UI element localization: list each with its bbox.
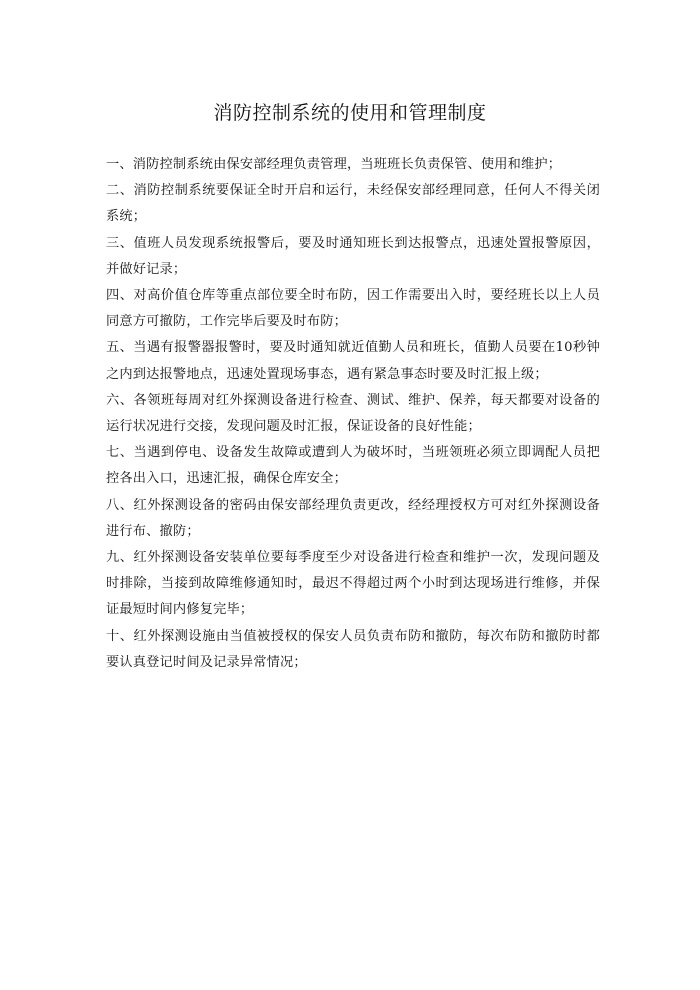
clause-2: 二、消防控制系统要保证全时开启和运行，未经保安部经理同意，任何人不得关闭系统； — [106, 183, 600, 225]
clause-3: 三、值班人员发现系统报警后，要及时通知班长到达报警点，迅速处置报警原因，并做好记录； — [106, 235, 600, 277]
clause-6: 六、各领班每周对红外探测设备进行检查、测试、维护、保养，每天都要对设备的运行状况进行交接，发现问题及时汇报，保证设备的良好性能； — [106, 392, 600, 435]
clause-7: 七、当遇到停电、设备发生故障或遭到人为破坏时，当班领班必须立即调配人员把控各出入口，迅速汇报，确保仓库安全； — [106, 445, 600, 487]
clause-1: 一、消防控制系统由保安部经理负责管理，当班班长负责保管、使用和维护； — [106, 157, 562, 172]
clause-5: 五、当遇有报警器报警时，要及时通知就近值勤人员和班长，值勤人员要在10秒钟之内到达报警地点，迅速处置现场事态，遇有紧急事态时要及时汇报上级； — [106, 340, 600, 382]
clause-8: 八、红外探测设备的密码由保安部经理负责更改，经经理授权方可对红外探测设备进行布、撤防； — [106, 497, 600, 539]
document-title: 消防控制系统的使用和管理制度 — [213, 102, 487, 124]
clause-4: 四、对高价值仓库等重点部位要全时布防，因工作需要出入时，要经班长以上人员同意方可撤防，工作完毕后要及时布防； — [106, 288, 600, 330]
clause-10: 十、红外探测设施由当值被授权的保安人员负责布防和撤防，每次布防和撤防时都要认真登记时间及记录异常情况； — [106, 628, 600, 670]
clause-9: 九、红外探测设备安装单位要每季度至少对设备进行检查和维护一次，发现问题及时排除，当接到故障维修通知时，最迟不得超过两个小时到达现场进行维修，并保证最短时间内修复完毕； — [106, 550, 600, 618]
document-body — [106, 152, 600, 676]
